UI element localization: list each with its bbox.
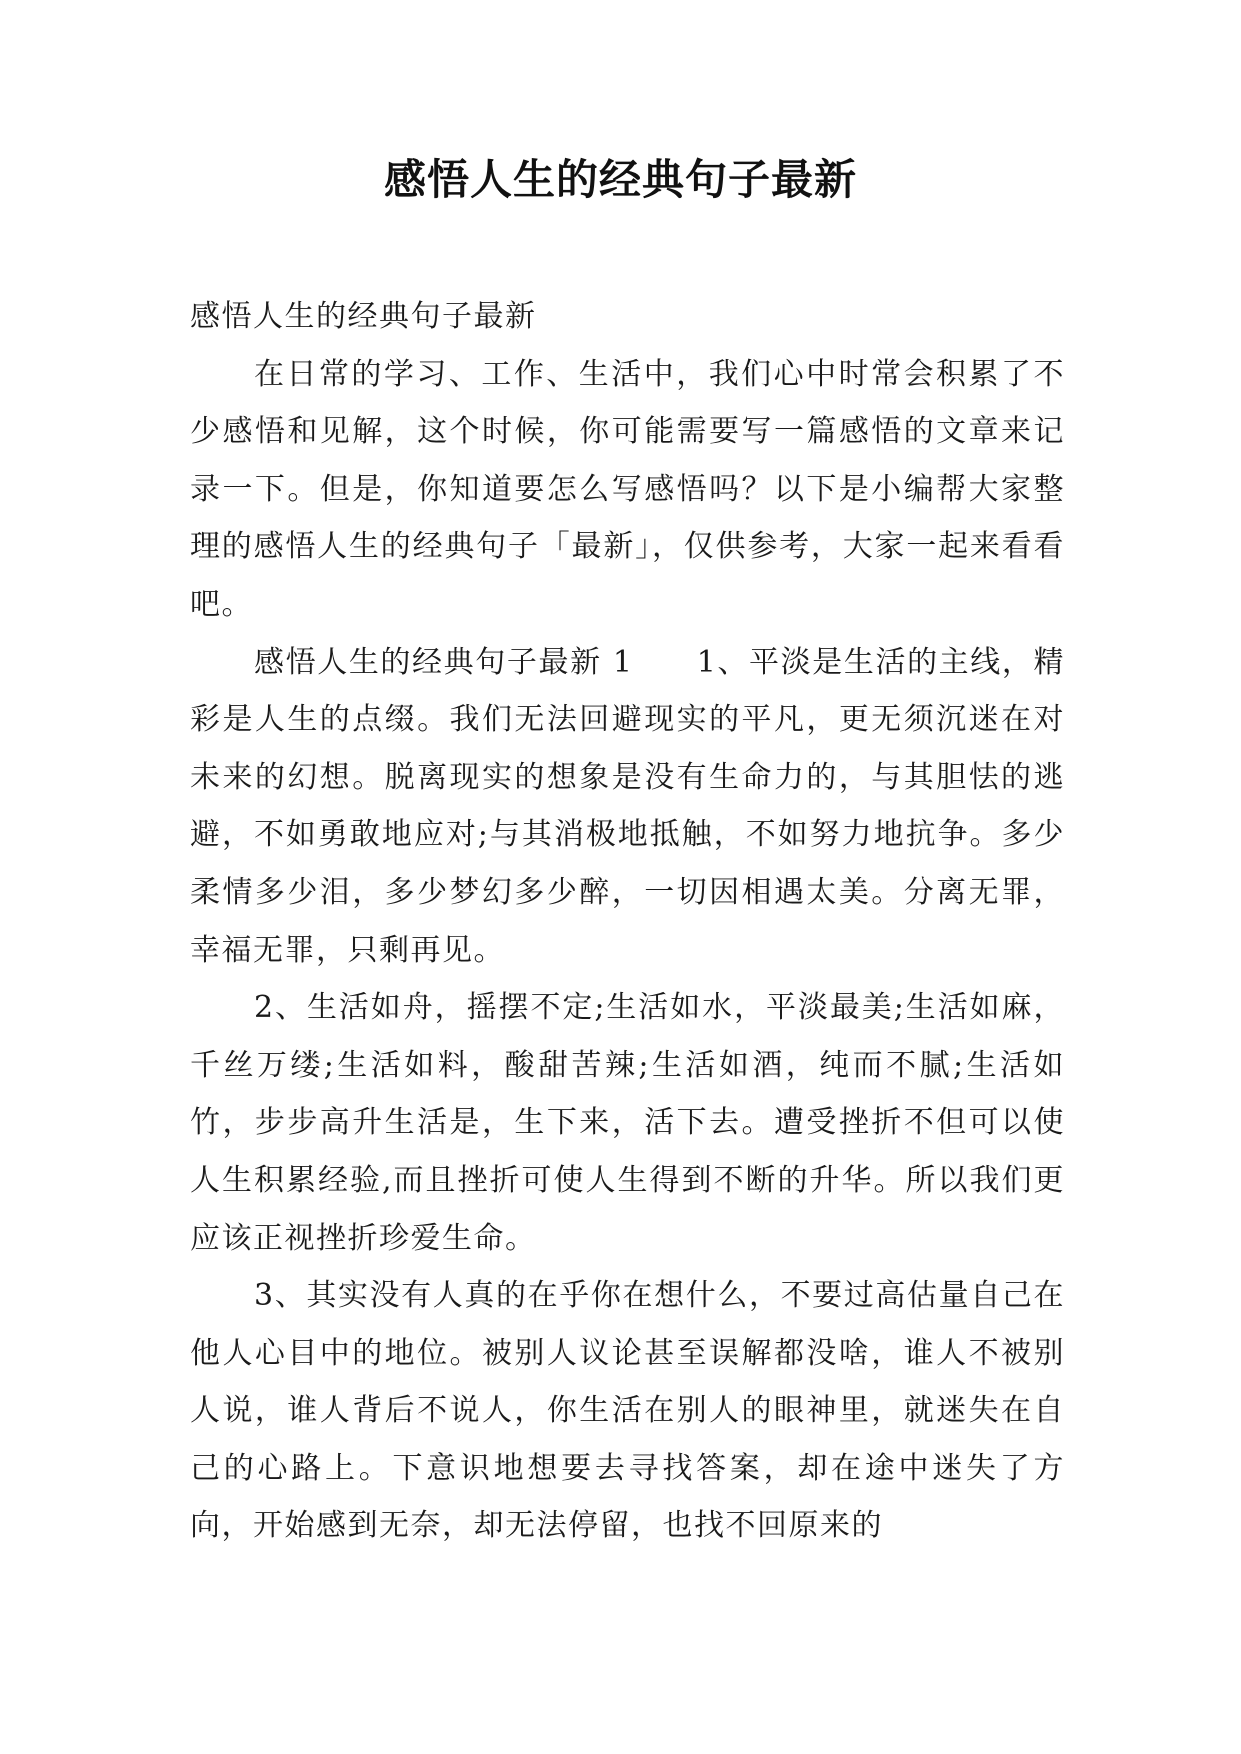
document-title: 感悟人生的经典句子最新 [383,155,857,204]
document-body [190,288,1065,1555]
document-subtitle: 感悟人生的经典句子最新 [190,299,537,334]
paragraph-2: 2、生活如舟，摇摆不定;生活如水，平淡最美;生活如麻，千丝万缕;生活如料，酸甜苦辣;生活如酒，纯而不腻;生活如竹，步步高升生活是，生下来，活下去。遭受挫折不但可以使人生积累经验,而且挫折可使人生得到不断的升华。所以我们更应该正视挫折珍爱生命。 [190,990,1065,1256]
paragraph-intro: 在日常的学习、工作、生活中，我们心中时常会积累了不少感悟和见解，这个时候，你可能需要写一篇感悟的文章来记录一下。但是，你知道要怎么写感悟吗？以下是小编帮大家整理的感悟人生的经典句子「最新」，仅供参考，大家一起来看看吧。 [190,356,1065,622]
paragraph-3: 3、其实没有人真的在乎你在想什么，不要过高估量自己在他人心目中的地位。被别人议论甚至误解都没啥，谁人不被别人说，谁人背后不说人，你生活在别人的眼神里，就迷失在自己的心路上。下意识地想要去寻找答案，却在途中迷失了方向，开始感到无奈，却无法停留，也找不回原来的 [190,1278,1065,1544]
paragraph-1: 感悟人生的经典句子最新 1 1、平淡是生活的主线，精彩是人生的点缀。我们无法回避现实的平凡，更无须沉迷在对未来的幻想。脱离现实的想象是没有生命力的，与其胆怯的逃避，不如勇敢地应对;与其消极地抵触，不如努力地抗争。多少柔情多少泪，多少梦幻多少醉，一切因相遇太美。分离无罪，幸福无罪，只剩再见。 [190,644,1065,968]
